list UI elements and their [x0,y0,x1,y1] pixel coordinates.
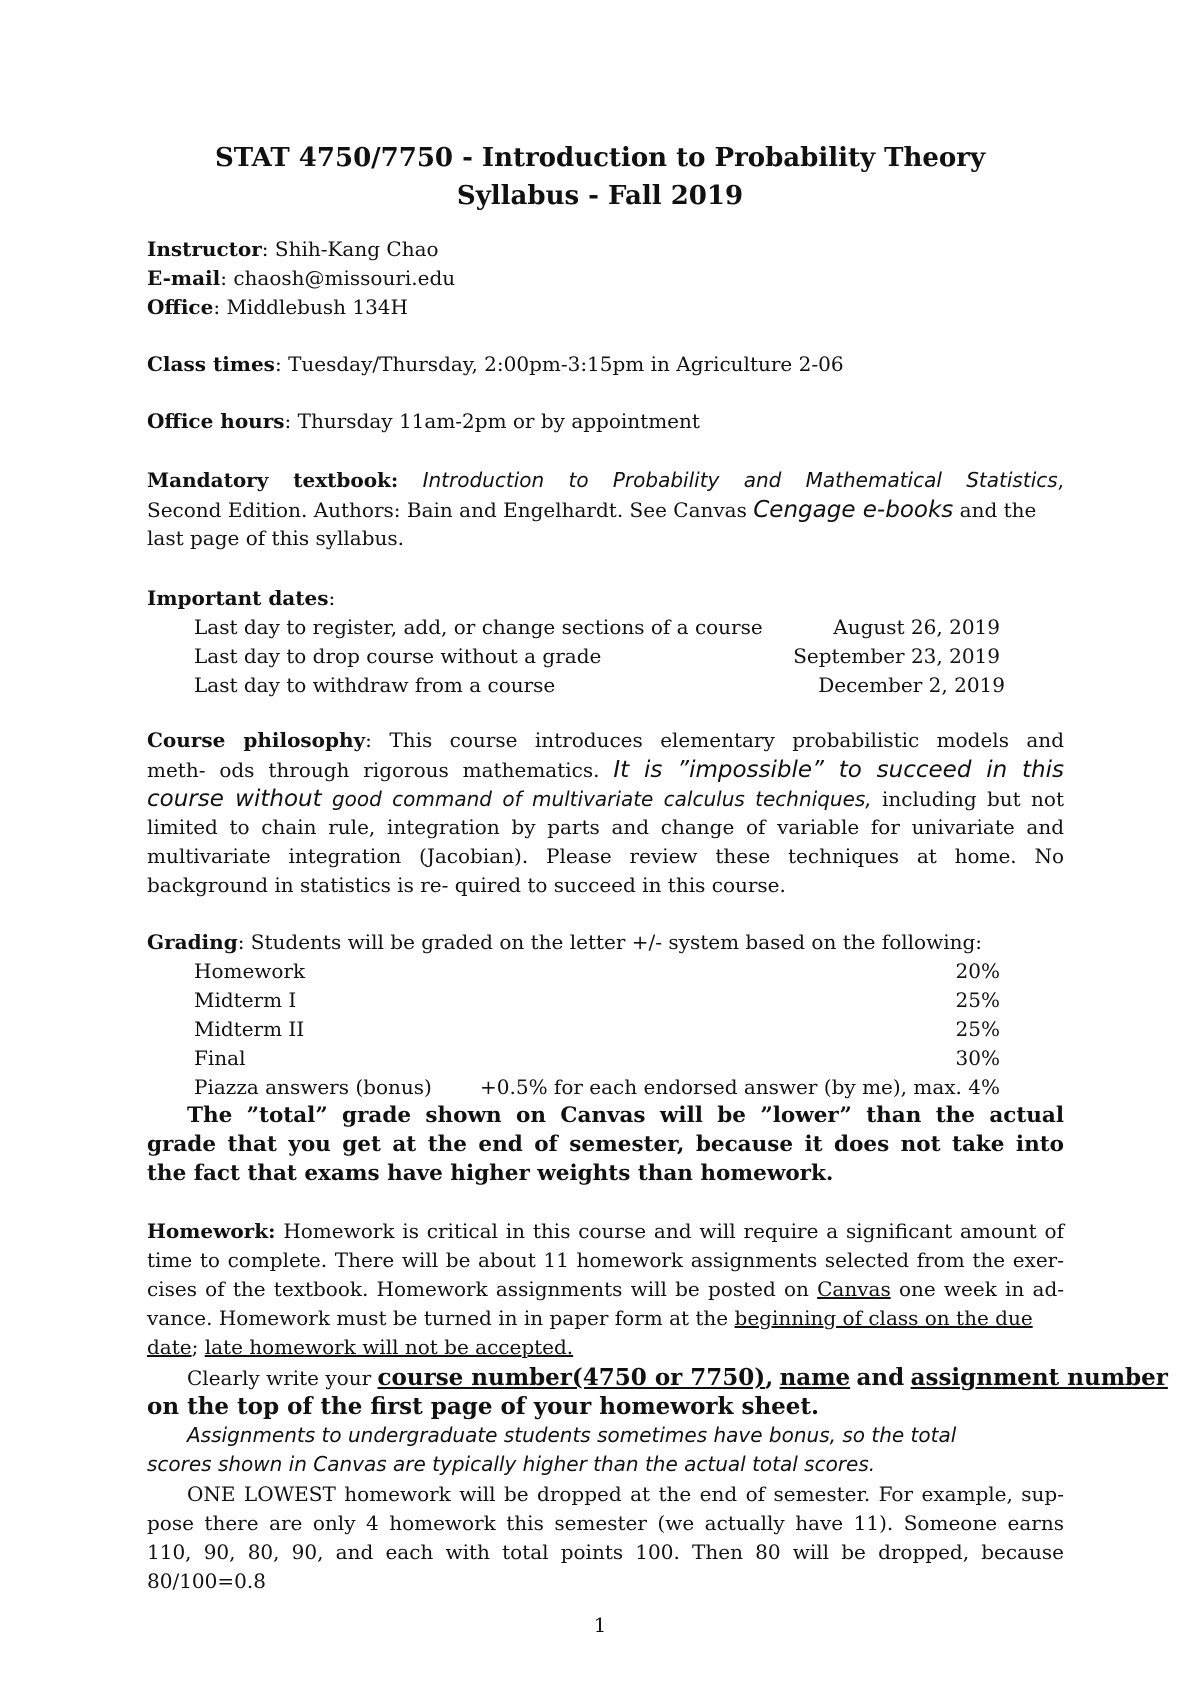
grade-weight-midterm-1: 25% [955,988,1000,1012]
philosophy-line-2 [147,757,1064,783]
homework-label: Homework: [147,1219,276,1243]
assignment-number-emphasis: assignment number [910,1364,1168,1391]
instructor-label: Instructor [147,237,262,261]
homework-text-3: cises of the textbook. Homework assignments will be posted on [147,1277,809,1301]
grade-weight-midterm-2: 25% [955,1017,1000,1041]
grading-intro: Grading: Students will be graded on the letter +/- system based on the following: [147,930,983,954]
philosophy-line-1: Course philosophy: This course introduces elementary probabilistic models and [147,728,1064,752]
textbook-line-2 [147,497,1036,523]
philosophy-line-6: background in statistics is re- quired to succeed in this course. [147,873,786,897]
email-address: chaosh@missouri.edu [233,266,456,290]
grading-intro-text: Students will be graded on the letter +/- system based on the following: [250,930,983,954]
homework-write-line-2: on the top of the first page of your homework sheet. [147,1393,820,1420]
office-hours-line: Office hours: Thursday 11am-2pm or by appointment [147,409,700,433]
date-event-3: Last day to withdraw from a course [194,673,556,697]
philosophy-line-5: multivariate integration (Jacobian). Please review these techniques at home. No [147,844,1064,868]
grade-weight-final: 30% [955,1046,1000,1070]
textbook-label: Mandatory textbook: [147,468,399,492]
philosophy-text-2: meth- ods through rigorous mathematics. [147,758,600,782]
write-text: Clearly write your [187,1366,372,1390]
grade-item-homework: Homework [194,959,306,983]
homework-text-4: vance. Homework must be turned in in paper form at the [147,1306,729,1330]
philosophy-line-4: limited to chain rule, integration by parts and change of variable for univariate and [147,815,1064,839]
page-number: 1 [593,1613,607,1637]
homework-drop-3: 110, 90, 80, 90, and each with total points 100. Then 80 will be dropped, because [147,1540,1064,1564]
semicolon: ; [191,1335,199,1359]
philosophy-text-3: including but not [882,787,1064,811]
homework-drop-4: 80/100=0.8 [147,1569,266,1593]
document-title: STAT 4750/7750 - Introduction to Probability Theory [214,143,986,173]
grade-weight-homework: 20% [955,959,1000,983]
name-emphasis: name [779,1364,851,1391]
homework-line-1 [147,1219,1064,1243]
homework-italic-1: Assignments to undergraduate students sometimes have bonus, so the total [187,1423,957,1447]
late-policy-underline: late homework will not be accepted. [204,1335,574,1359]
date-value-3: December 2, 2019 [818,673,1005,697]
and-text: and [856,1364,905,1391]
date-event-2: Last day to drop course without a grade [194,644,602,668]
class-times-line: Class times: Tuesday/Thursday, 2:00pm-3:15pm in Agriculture 2-06 [147,352,844,376]
instructor-name: Shih-Kang Chao [274,237,439,261]
homework-drop-2: pose there are only 4 homework this semester (we actually have 11). Someone earns [147,1511,1064,1535]
homework-drop-1: ONE LOWEST homework will be dropped at the end of semester. For example, sup- [187,1482,1064,1506]
document-subtitle: Syllabus - Fall 2019 [456,181,744,211]
homework-text-3-end: one week in ad- [898,1277,1065,1301]
office-hours-label: Office hours [147,409,285,433]
homework-line-3 [147,1277,1064,1301]
textbook-line-3: last page of this syllabus. [147,526,405,550]
comma: , [765,1364,774,1391]
course-number-emphasis: course number(4750 or 7750) [377,1364,766,1391]
office-location: Middlebush 134H [226,295,408,319]
philosophy-line-3 [147,786,1064,812]
grade-item-midterm-1: Midterm I [194,988,297,1012]
homework-italic-2: scores shown in Canvas are typically higher than the actual total scores. [147,1452,876,1476]
grade-weight-piazza: +0.5% for each endorsed answer (by me), max. 4% [480,1075,1000,1099]
grade-item-piazza: Piazza answers (bonus) [194,1075,432,1099]
date-value-2: September 23, 2019 [793,644,1000,668]
textbook-and-the: and the [959,498,1037,522]
textbook-line-1: Mandatory textbook: Introduction to Probability and Mathematical Statistics, [147,468,1065,492]
grade-item-midterm-2: Midterm II [194,1017,305,1041]
grading-note-2: grade that you get at the end of semester, because it does not take into [147,1132,1064,1157]
philosophy-text-1: This course introduces elementary probabilistic models and [389,728,1064,752]
textbook-authors: Second Edition. Authors: Bain and Engelhardt. See Canvas [147,498,747,522]
philosophy-emphasis-2: course without [147,786,322,812]
office-label: Office [147,295,214,319]
instructor-line: Instructor: Shih-Kang Chao [147,237,439,261]
grading-label: Grading [147,930,238,954]
grading-note-3: the fact that exams have higher weights than homework. [147,1161,834,1186]
important-dates-label: Important dates [147,586,329,610]
textbook-title: Introduction to Probability and Mathematical Statistics [422,468,1058,492]
philosophy-label: Course philosophy [147,728,366,752]
homework-line-2: time to complete. There will be about 11 homework assignments selected from the exer- [147,1248,1064,1272]
homework-line-4 [147,1306,1033,1330]
homework-write-line [187,1364,1168,1391]
email-label: E-mail [147,266,221,290]
office-line: Office: Middlebush 134H [147,295,408,319]
email-line: E-mail: chaosh@missouri.edu [147,266,456,290]
homework-text-1: Homework is critical in this course and will require a significant amount of [283,1219,1065,1243]
office-hours-value: Thursday 11am-2pm or by appointment [297,409,700,433]
due-date-underline: beginning of class on the due [734,1306,1033,1330]
date-value-1: August 26, 2019 [833,615,1000,639]
canvas-link[interactable]: Canvas [817,1277,891,1301]
grading-note-1: The ”total” grade shown on Canvas will be ”lower” than the actual [187,1103,1064,1128]
class-times-label: Class times [147,352,275,376]
class-times-value: Tuesday/Thursday, 2:00pm-3:15pm in Agriculture 2-06 [288,352,844,376]
homework-line-5 [147,1335,573,1359]
cengage-ebooks: Cengage e-books [753,497,954,523]
important-dates-heading: Important dates: [147,586,336,610]
philosophy-emphasis: It is ”impossible” to succeed in this [613,757,1064,783]
philosophy-calculus: good command of multivariate calculus techniques, [331,787,872,811]
grade-item-final: Final [194,1046,246,1070]
date-underline: date [147,1335,192,1359]
date-event-1: Last day to register, add, or change sections of a course [194,615,763,639]
